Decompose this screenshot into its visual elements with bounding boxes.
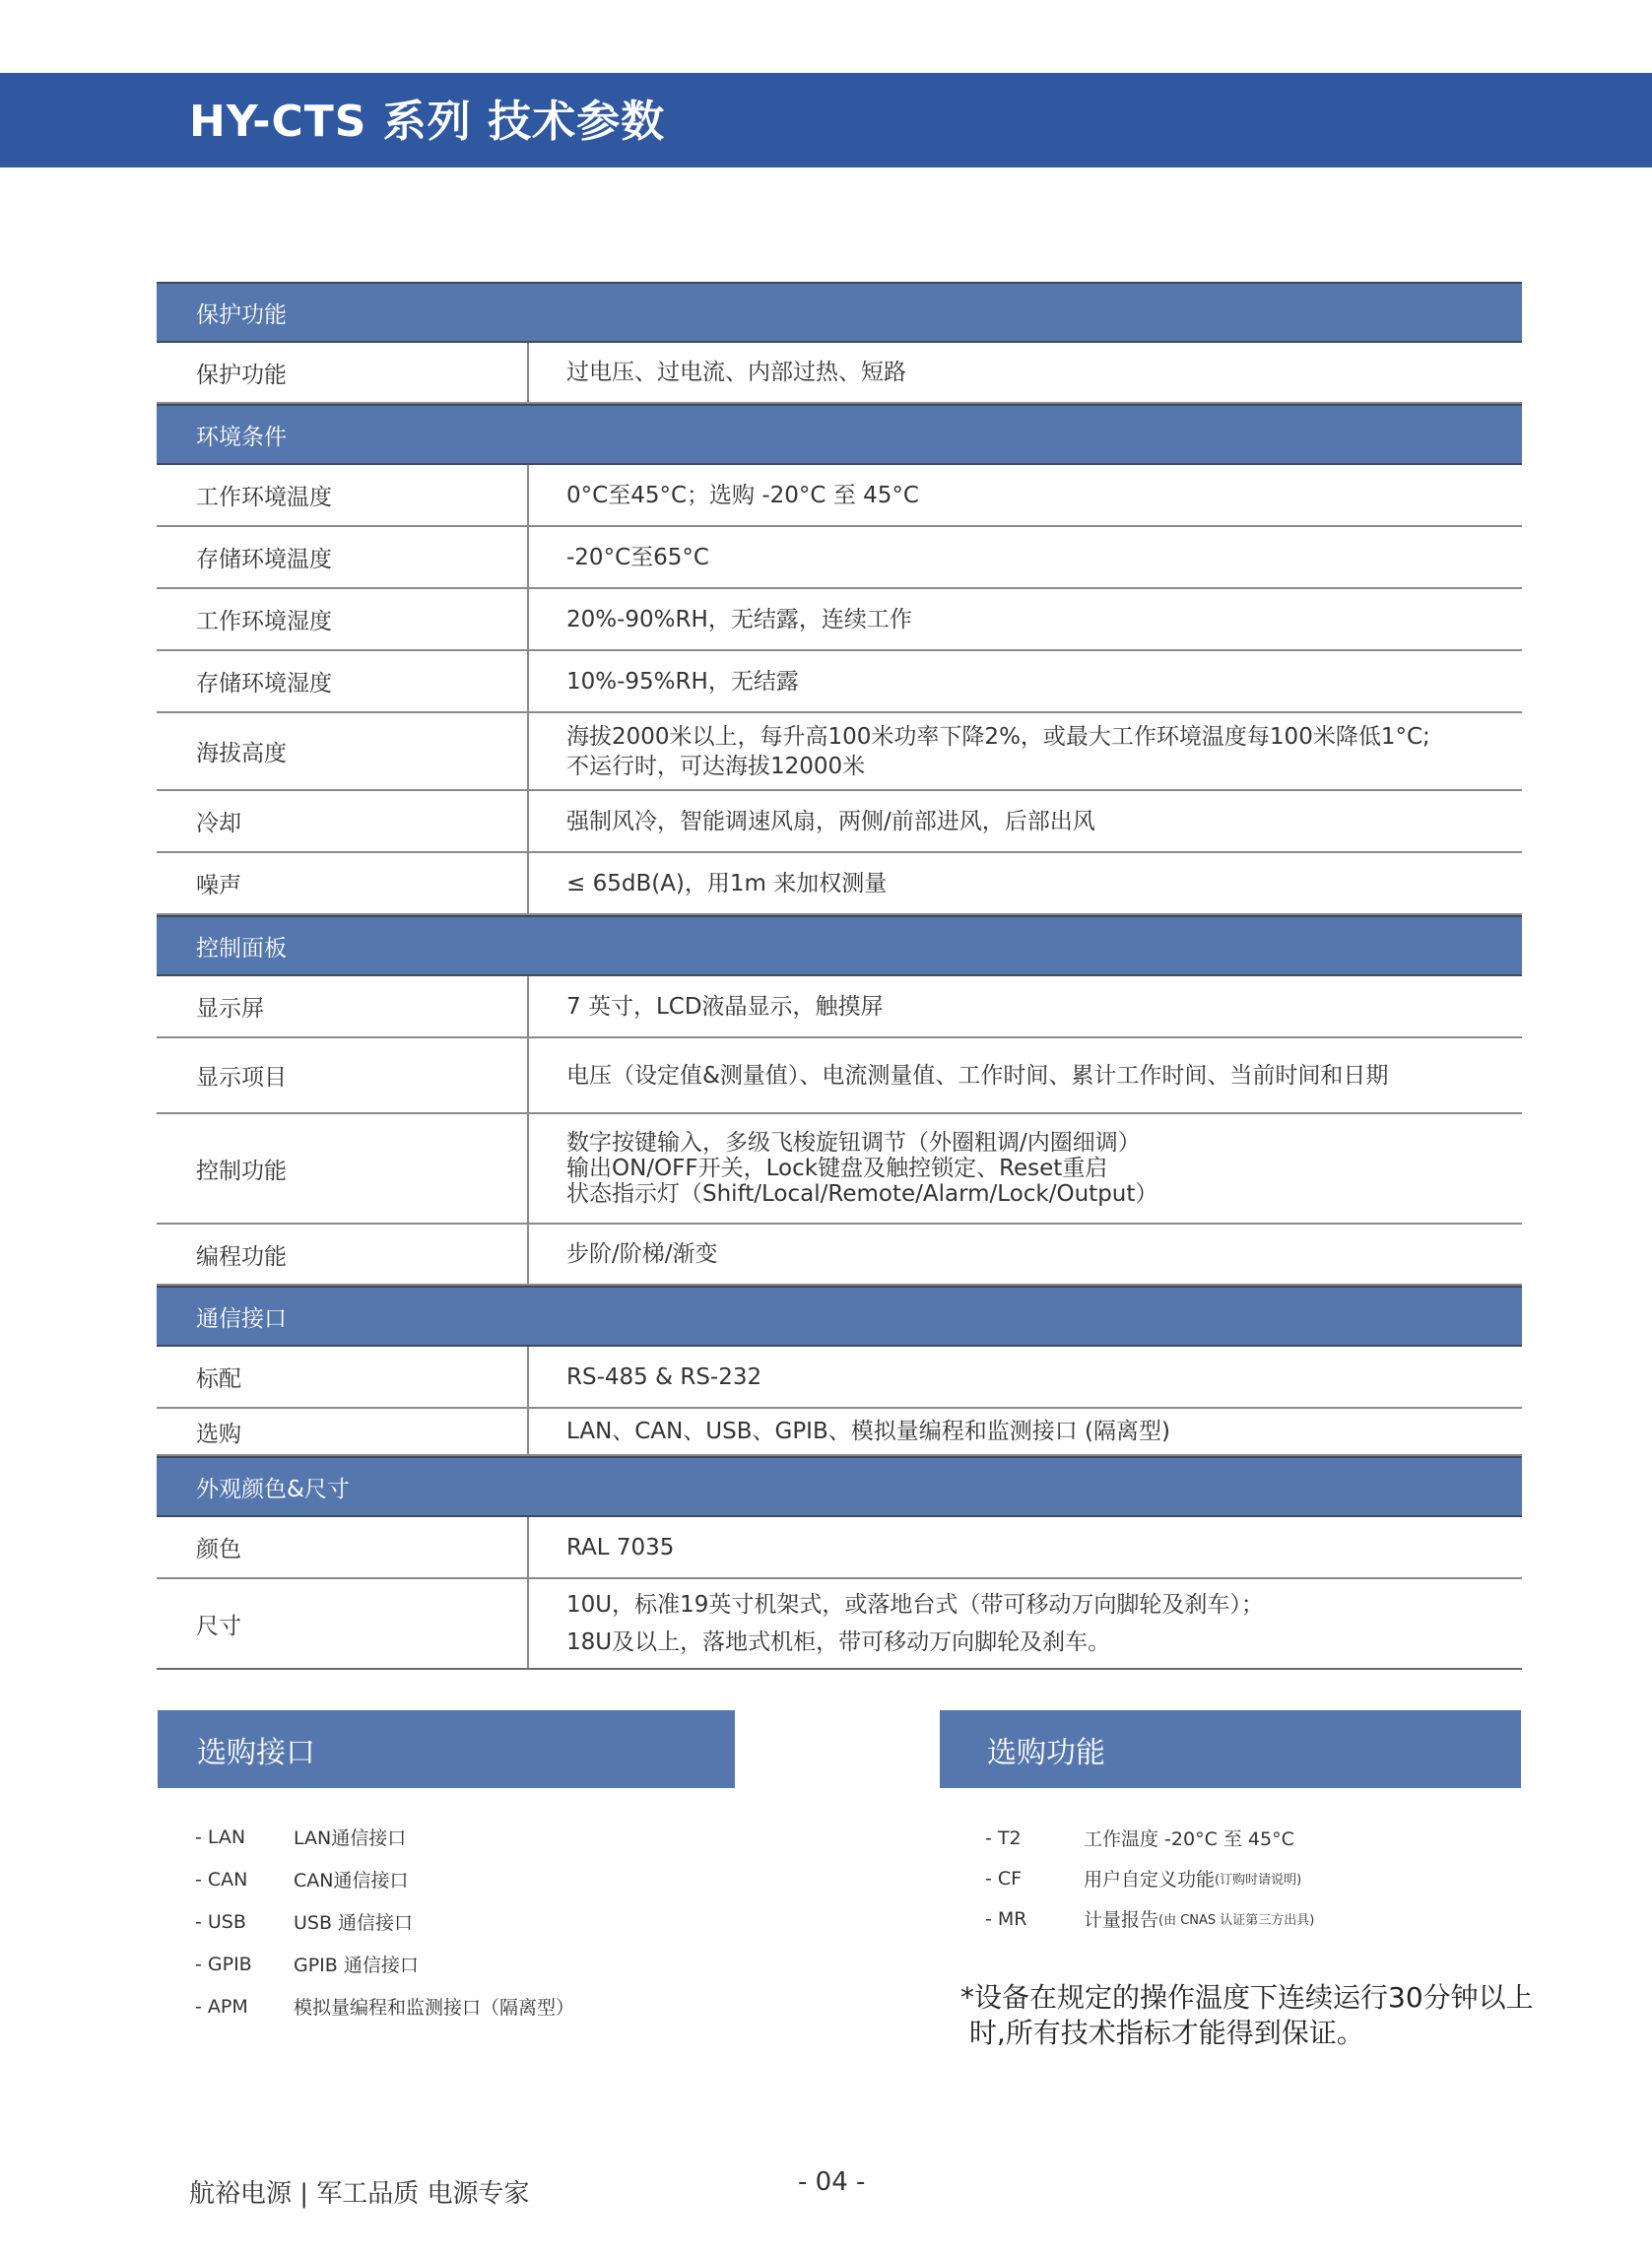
- section-header-protection: 保护功能: [157, 282, 1522, 343]
- row-label: 尺寸: [157, 1579, 529, 1668]
- row-label: 工作环境温度: [157, 465, 529, 525]
- option-code: - LAN: [195, 1826, 246, 1848]
- row-value: 步阶/阶梯/渐变: [566, 1241, 718, 1267]
- table-row: [157, 343, 1522, 404]
- list-item: [195, 1816, 574, 1858]
- option-desc: CAN通信接口: [294, 1870, 409, 1892]
- list-item: [195, 1985, 574, 2027]
- note-line-2: 时,所有技术指标才能得到保证。: [960, 2017, 1364, 2049]
- section-header-appearance: 外观颜色&尺寸: [157, 1456, 1522, 1517]
- option-code: - CAN: [195, 1868, 248, 1891]
- page-title: HY-CTS 系列 技术参数: [189, 97, 666, 147]
- footer-brand: 航裕电源 | 军工品质 电源专家: [189, 2179, 530, 2209]
- row-value: RAL 7035: [566, 1534, 675, 1560]
- row-label: 工作环境湿度: [157, 589, 529, 649]
- row-label: 存储环境温度: [157, 527, 529, 587]
- option-note: (订购时请说明): [1215, 1873, 1302, 1888]
- row-label: 冷却: [157, 791, 529, 851]
- row-value: LAN、CAN、USB、GPIB、模拟量编程和监测接口 (隔离型): [566, 1419, 1171, 1444]
- table-row: [157, 651, 1522, 713]
- row-label: 标配: [157, 1347, 529, 1407]
- list-item: [985, 1898, 1314, 1939]
- options-functions-list: [985, 1818, 1314, 1939]
- row-value: 7 英寸，LCD液晶显示，触摸屏: [566, 993, 884, 1020]
- table-row: [157, 1114, 1522, 1225]
- option-note: (由 CNAS 认证第三方出具): [1158, 1913, 1315, 1928]
- row-value: 数字按键输入，多级飞梭旋钮调节（外圈粗调/内圈细调） 输出ON/OFF开关，Lock键盘及触控锁定、Reset重启 状态指示灯（Shift/Local/Remote/Alarm/Lock/Output）: [566, 1130, 1158, 1207]
- option-desc: GPIB 通信接口: [294, 1955, 419, 1976]
- option-desc: LAN通信接口: [294, 1827, 407, 1849]
- table-row: [157, 1517, 1522, 1579]
- row-label: 海拔高度: [157, 713, 529, 789]
- row-value: 10%-95%RH，无结露: [566, 668, 799, 695]
- row-label: 存储环境湿度: [157, 651, 529, 711]
- option-code: - CF: [985, 1867, 1023, 1890]
- row-value: RS-485 & RS-232: [566, 1363, 762, 1390]
- table-row: [157, 589, 1522, 651]
- option-desc: USB 通信接口: [294, 1912, 414, 1934]
- row-label: 显示屏: [157, 976, 529, 1036]
- row-value: 电压（设定值&测量值）、电流测量值、工作时间、累计工作时间、当前时间和日期: [566, 1062, 1389, 1089]
- table-row: [157, 976, 1522, 1038]
- table-row: [157, 713, 1522, 791]
- option-code: - GPIB: [195, 1953, 252, 1975]
- list-item: [195, 1858, 574, 1900]
- row-value: 过电压、过电流、内部过热、短路: [566, 360, 906, 385]
- list-item: [195, 1900, 574, 1943]
- row-label: 控制功能: [157, 1114, 529, 1223]
- row-value: -20°C至65°C: [566, 544, 709, 570]
- options-functions-header: 选购功能: [940, 1710, 1521, 1788]
- row-value: 海拔2000米以上，每升高100米功率下降2%，或最大工作环境温度每100米降低1°C; 不运行时，可达海拔12000米: [566, 723, 1430, 779]
- table-row: [157, 465, 1522, 527]
- list-item: [985, 1818, 1314, 1858]
- table-row: [157, 1038, 1522, 1114]
- option-code: - APM: [195, 1995, 248, 2018]
- row-label: 噪声: [157, 853, 529, 913]
- section-header-communication: 通信接口: [157, 1286, 1522, 1347]
- list-item: [985, 1858, 1314, 1898]
- section-header-environment: 环境条件: [157, 404, 1522, 465]
- table-row: [157, 853, 1522, 915]
- row-value: 20%-90%RH，无结露，连续工作: [566, 606, 912, 632]
- option-desc: 工作温度 -20°C 至 45°C: [1084, 1828, 1294, 1850]
- option-desc: 用户自定义功能: [1084, 1869, 1216, 1891]
- table-row: [157, 1409, 1522, 1456]
- table-row: [157, 1579, 1522, 1670]
- row-label: 选购: [157, 1409, 529, 1454]
- row-label: 编程功能: [157, 1225, 529, 1284]
- warranty-note: [960, 1980, 1534, 2051]
- section-header-control-panel: 控制面板: [157, 915, 1522, 976]
- option-code: - MR: [985, 1907, 1027, 1930]
- row-label: 颜色: [157, 1517, 529, 1577]
- row-value: 强制风冷，智能调速风扇，两侧/前部进风，后部出风: [566, 808, 1095, 834]
- row-label: 显示项目: [157, 1038, 529, 1112]
- note-line-1: *设备在规定的操作温度下连续运行30分钟以上: [960, 1981, 1534, 2014]
- option-desc: 计量报告: [1084, 1909, 1159, 1931]
- row-value: ≤ 65dB(A)，用1m 来加权测量: [566, 870, 888, 896]
- table-row: [157, 1347, 1522, 1409]
- table-row: [157, 791, 1522, 853]
- table-row: [157, 527, 1522, 589]
- option-code: - T2: [985, 1826, 1022, 1849]
- page-number: - 04 -: [798, 2167, 866, 2197]
- options-interfaces-list: [195, 1816, 574, 2027]
- spec-table: [157, 282, 1522, 1670]
- row-value: 0°C至45°C；选购 -20°C 至 45°C: [566, 482, 919, 508]
- row-value: 10U，标准19英寸机架式，或落地台式（带可移动万向脚轮及刹车）； 18U及以上，落地式机柜，带可移动万向脚轮及刹车。: [566, 1592, 1264, 1655]
- list-item: [195, 1943, 574, 1985]
- option-code: - USB: [195, 1910, 246, 1933]
- option-desc: 模拟量编程和监测接口（隔离型）: [294, 1997, 575, 2019]
- options-interfaces-header: 选购接口: [158, 1710, 735, 1788]
- table-row: [157, 1225, 1522, 1286]
- row-label: 保护功能: [157, 343, 529, 402]
